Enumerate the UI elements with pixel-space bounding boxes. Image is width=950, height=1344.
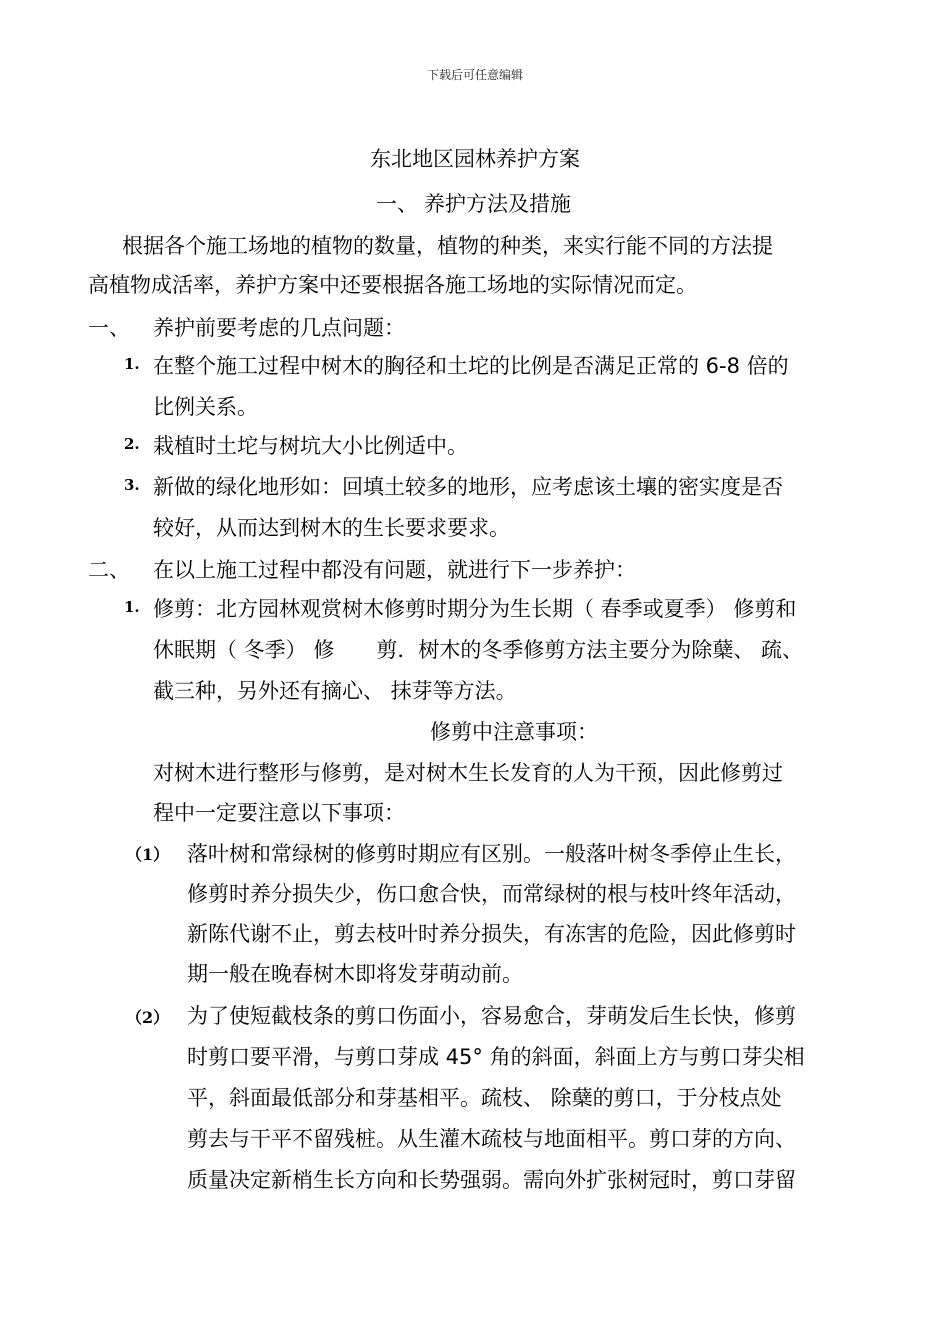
- intro-line-2: 高植物成活率，养护方案中还要根据各施工场地的实际情况而定。: [88, 273, 697, 297]
- header-note: 下载后可任意编辑: [426, 68, 523, 82]
- part2-item1-number: 1.: [124, 598, 140, 616]
- part2-heading: 在以上施工过程中都没有问题，就进行下一步养护：: [153, 558, 636, 582]
- part1-item3-number: 3.: [124, 476, 140, 494]
- note1-line3: 新陈代谢不止，剪去枝叶时养分损失，有冻害的危险，因此修剪时: [187, 922, 796, 946]
- part2-marker: 二、: [88, 558, 130, 582]
- part1-item2-number: 2.: [124, 435, 140, 453]
- note2-line1: 为了使短截枝条的剪口伤面小，容易愈合，芽萌发后生长快，修剪: [187, 1004, 796, 1028]
- note2-line3: 平，斜面最低部分和芽基相平。疏枝、 除蘖的剪口，于分枝点处: [187, 1086, 782, 1110]
- notes-heading: 修剪中注意事项：: [430, 720, 598, 744]
- part1-item1-number: 1.: [124, 355, 140, 373]
- part1-item1-line1: 在整个施工过程中树木的胸径和土坨的比例是否满足正常的 6-8 倍的: [153, 354, 789, 378]
- intro-line-1: 根据各个施工场地的植物的数量，植物的种类，来实行能不同的方法提: [122, 234, 773, 258]
- part1-item3-line2: 较好，从而达到树木的生长要求要求。: [153, 516, 510, 540]
- note1-line4: 期一般在晚春树木即将发芽萌动前。: [187, 962, 523, 986]
- notes-intro-line1: 对树木进行整形与修剪，是对树木生长发育的人为干预，因此修剪过: [153, 761, 783, 785]
- part1-item2-line1: 栽植时土坨与树坑大小比例适中。: [153, 434, 468, 458]
- part2-item1-line2: 休眠期（ 冬季） 修 剪．树木的冬季修剪方法主要分为除蘖、 疏、: [153, 638, 804, 662]
- note1-line1: 落叶树和常绿树的修剪时期应有区别。一般落叶树冬季停止生长，: [187, 842, 796, 866]
- part1-item3-line1: 新做的绿化地形如：回填土较多的地形，应考虑该土壤的密实度是否: [153, 475, 783, 499]
- note2-line2: 时剪口要平滑，与剪口芽成 45° 角的斜面，斜面上方与剪口芽尖相: [187, 1045, 805, 1069]
- document-title: 东北地区园林养护方案: [370, 147, 580, 171]
- section-heading-text: 养护方法及措施: [424, 192, 571, 216]
- section-heading-marker: 一、: [376, 192, 418, 216]
- part2-item1-line1: 修剪：北方园林观赏树木修剪时期分为生长期（ 春季或夏季） 修剪和: [153, 597, 797, 621]
- note2-number: （2）: [126, 1008, 170, 1027]
- note2-line5: 质量决定新梢生长方向和长势强弱。需向外扩张树冠时，剪口芽留: [187, 1168, 796, 1192]
- part1-item1-line2: 比例关系。: [153, 395, 258, 419]
- note1-number: （1）: [126, 845, 170, 864]
- part1-heading: 养护前要考虑的几点问题：: [153, 316, 405, 340]
- note2-line4: 剪去与干平不留残桩。从生灌木疏枝与地面相平。剪口芽的方向、: [187, 1127, 796, 1151]
- part2-item1-line3: 截三种，另外还有摘心、 抹芽等方法。: [153, 679, 517, 703]
- note1-line2: 修剪时养分损失少，伤口愈合快，而常绿树的根与枝叶终年活动，: [187, 882, 796, 906]
- notes-intro-line2: 程中一定要注意以下事项：: [153, 801, 405, 825]
- part1-marker: 一、: [88, 316, 130, 340]
